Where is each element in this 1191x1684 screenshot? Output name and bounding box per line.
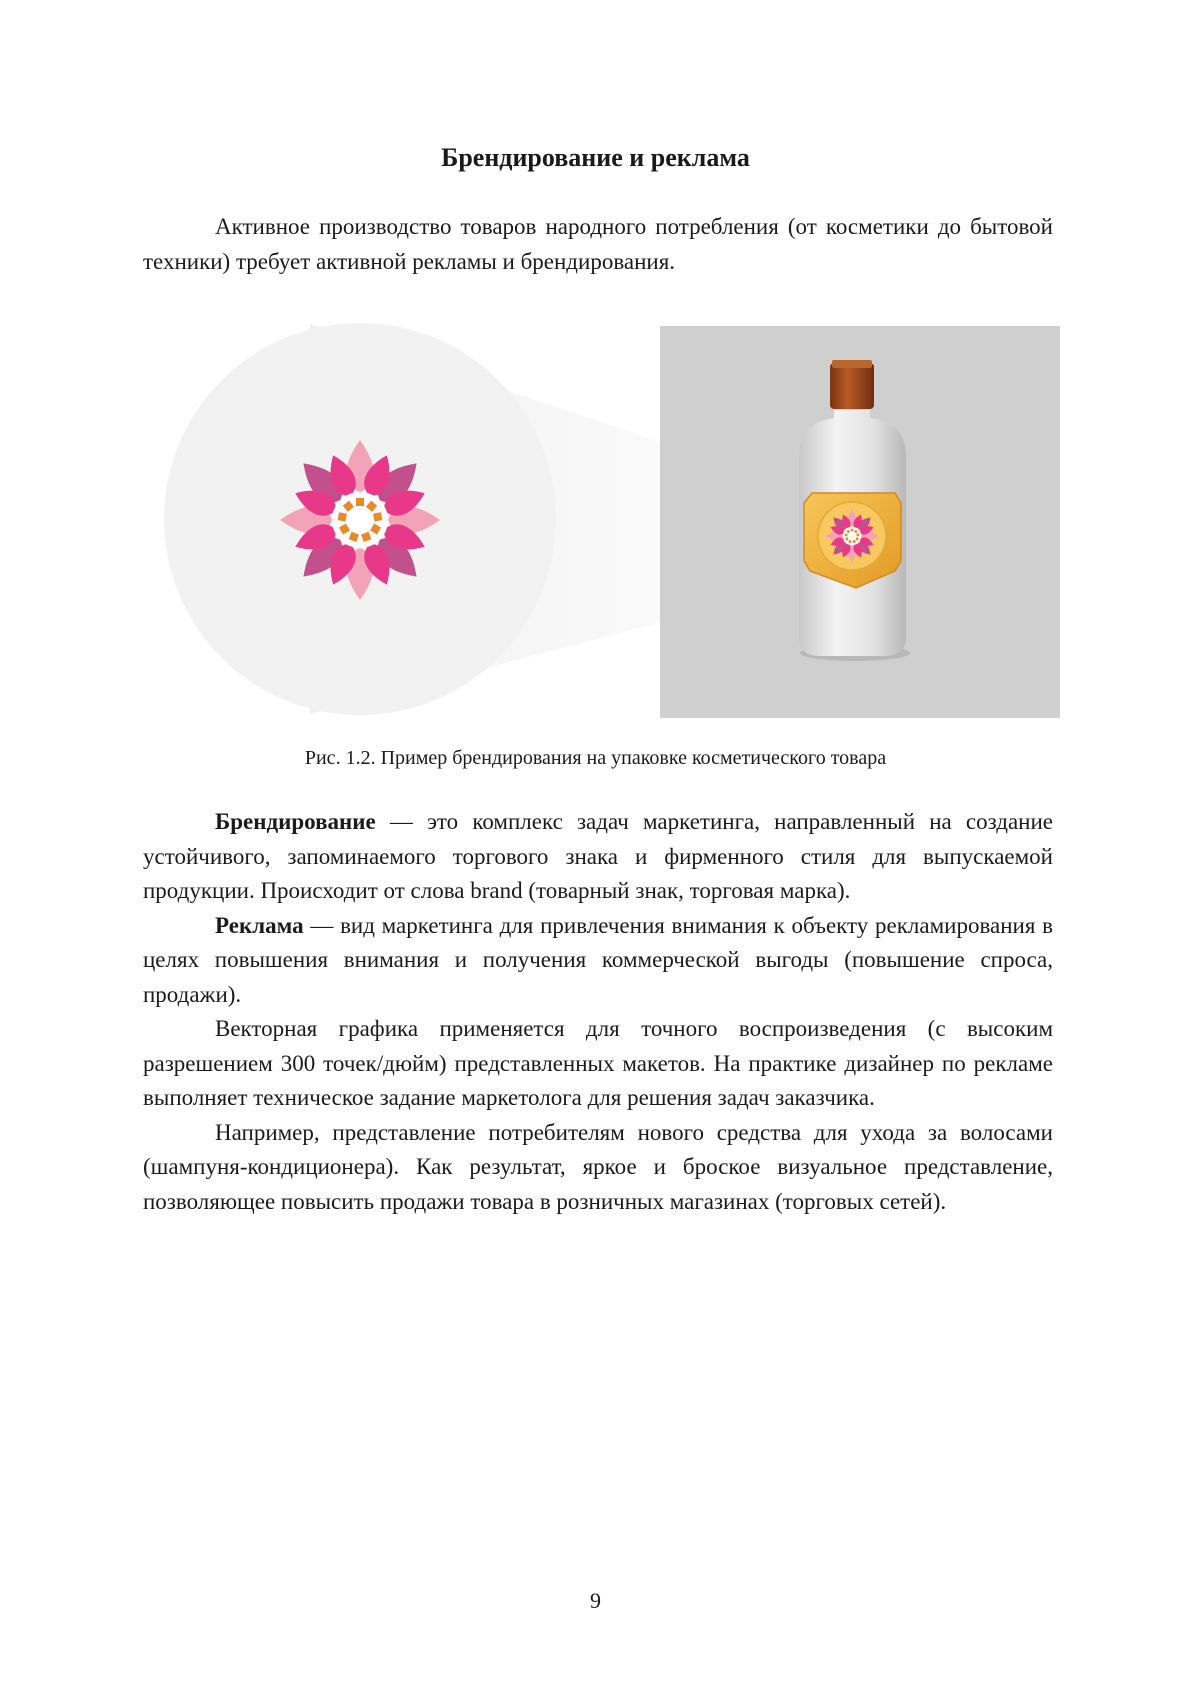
paragraph-advertising: Реклама — вид маркетинга для привлечения внимания к объекту рекламирования в целях повышения внимания и получения коммерческой выгоды (повышение спроса, продажи). bbox=[143, 912, 1053, 1007]
paragraph-branding: Брендирование — это комплекс задач маркетинга, направленный на создание устойчивого, запоминаемого торгового знака и фирменного стиля для выпускаемой продукции. Происходит от слова brand (товарный знак, торговая марка). bbox=[143, 809, 1053, 903]
branding-illustration bbox=[140, 318, 1060, 718]
figure-branding bbox=[140, 318, 1060, 718]
flower-logo-icon bbox=[280, 440, 440, 600]
paragraph-vector: Векторная графика применяется для точного воспроизведения (с высоким разрешением 300 точек/дюйм) представленных макетов. На практике дизайнер по рекламе выполняет техническое задание маркетолога для решения задач заказчика. bbox=[143, 1016, 1053, 1110]
body-text bbox=[143, 805, 1053, 1219]
page-title: Брендирование и реклама bbox=[441, 143, 750, 172]
paragraph-example: Например, представление потребителям нового средства для ухода за волосами (шампуня-кондиционера). Как результат, яркое и броское визуальное представление, позволяющее повысить продажи товара в розничных магазинах (торговых сетей). bbox=[143, 1119, 1053, 1214]
figure-caption: Рис. 1.2. Пример брендирования на упаковке косметического товара bbox=[304, 747, 887, 769]
term-advertising: Реклама bbox=[215, 912, 304, 938]
page-number: 9 bbox=[590, 1588, 601, 1613]
label-flower-icon bbox=[826, 510, 879, 563]
intro-text: Активное производство товаров народного потребления (от косметики до бытовой техники) требует активной рекламы и брендирования. bbox=[143, 214, 1053, 274]
bottle-cap bbox=[830, 363, 874, 409]
term-branding: Брендирование bbox=[215, 809, 376, 834]
intro-paragraph bbox=[143, 210, 1053, 279]
